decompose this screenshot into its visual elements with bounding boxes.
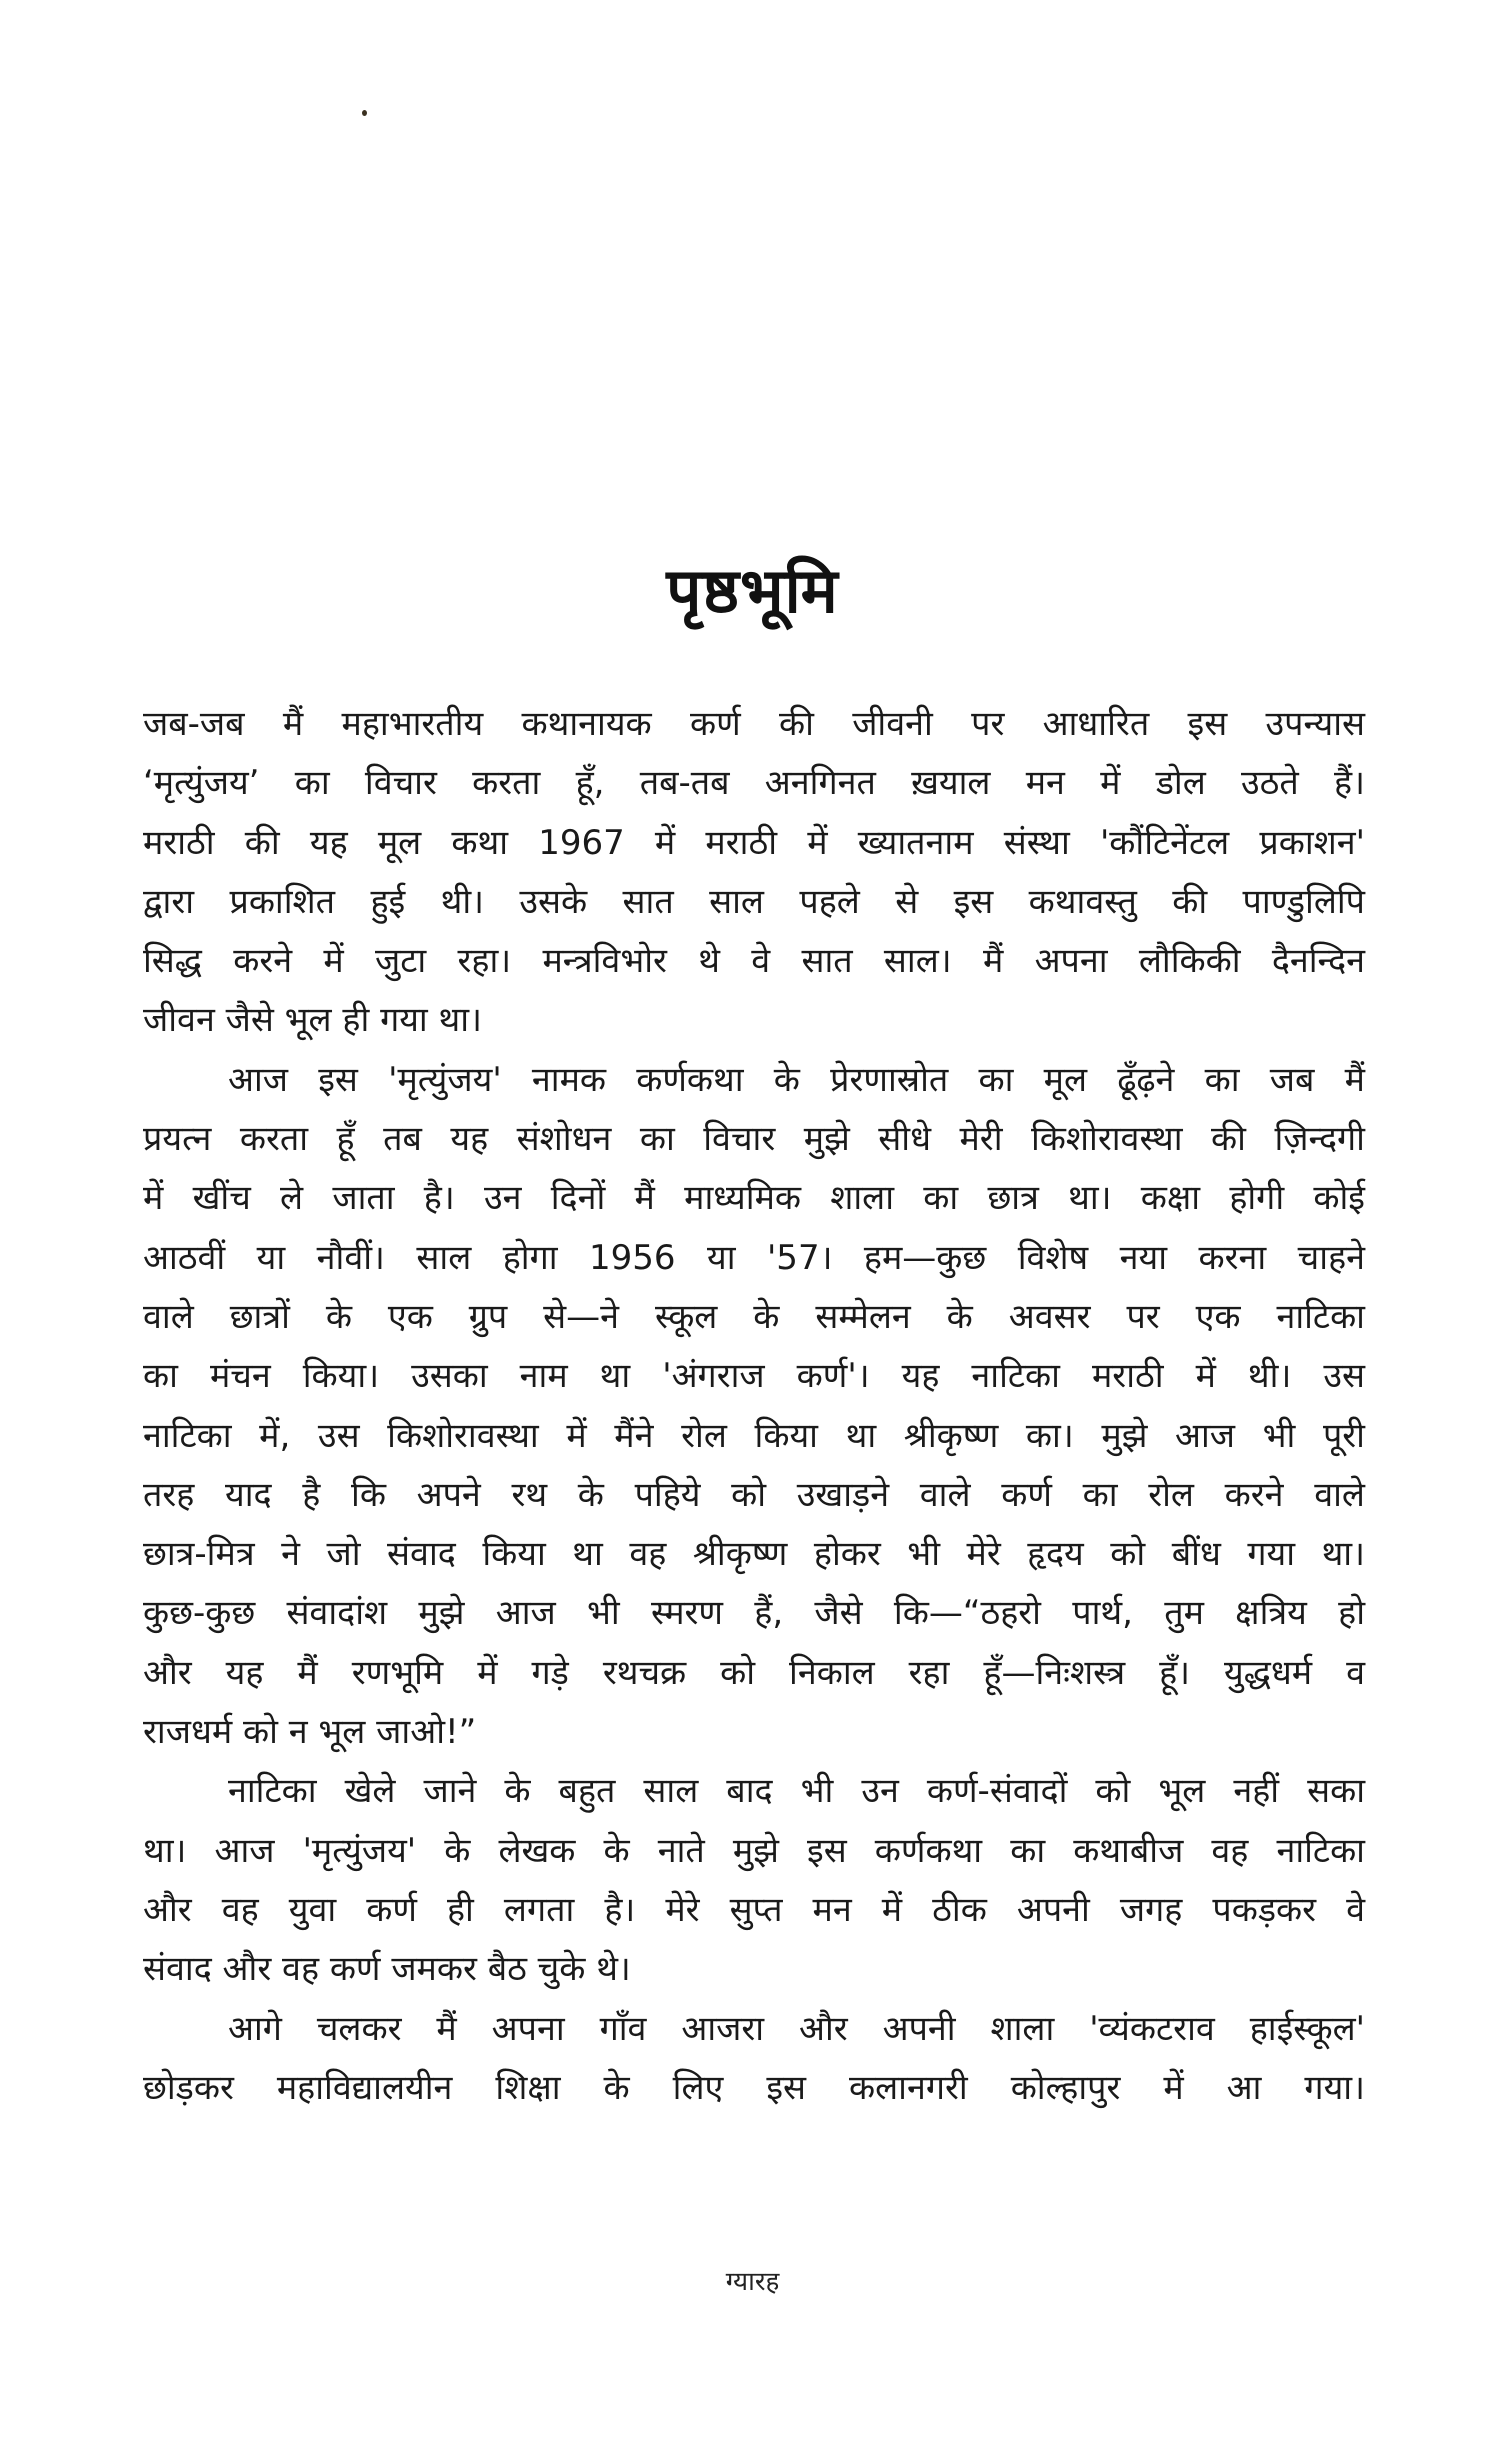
text-line: कुछ-कुछ संवादांश मुझे आज भी स्मरण हैं, जैसे कि—“ठहरो पार्थ, तुम क्षत्रिय हो: [143, 1593, 1365, 1634]
text-line: संवाद और वह कर्ण जमकर बैठ चुके थे।: [143, 1949, 631, 1990]
scan-speck: [362, 110, 367, 116]
text-line: नाटिका खेले जाने के बहुत साल बाद भी उन कर्ण-संवादों को भूल नहीं सका: [228, 1771, 1365, 1812]
text-line: जीवन जैसे भूल ही गया था।: [143, 1000, 482, 1041]
text-line: वाले छात्रों के एक ग्रुप से—ने स्कूल के सम्मेलन के अवसर पर एक नाटिका: [143, 1296, 1365, 1337]
body-text: [143, 695, 1365, 2118]
text-line: नाटिका में, उस किशोरावस्था में मैंने रोल किया था श्रीकृष्ण का। मुझे आज भी पूरी: [143, 1415, 1365, 1456]
text-line: आगे चलकर मैं अपना गाँव आजरा और अपनी शाला 'व्यंकटराव हाईस्कूल': [228, 2008, 1365, 2049]
text-line: आज इस 'मृत्युंजय' नामक कर्णकथा के प्रेरणास्रोत का मूल ढूँढ़ने का जब मैं: [228, 1059, 1365, 1100]
text-line: तरह याद है कि अपने रथ के पहिये को उखाड़ने वाले कर्ण का रोल करने वाले: [143, 1474, 1365, 1515]
text-line: छात्र-मित्र ने जो संवाद किया था वह श्रीकृष्ण होकर भी मेरे हृदय को बींध गया था।: [143, 1534, 1365, 1575]
text-line: जब-जब मैं महाभारतीय कथानायक कर्ण की जीवनी पर आधारित इस उपन्यास: [143, 704, 1365, 744]
text-line: था। आज 'मृत्युंजय' के लेखक के नाते मुझे इस कर्णकथा का कथाबीज वह नाटिका: [143, 1830, 1365, 1871]
text-line: प्रयत्न करता हूँ तब यह संशोधन का विचार मुझे सीधे मेरी किशोरावस्था की ज़िन्दगी: [143, 1119, 1365, 1160]
text-line: आठवीं या नौवीं। साल होगा 1956 या '57। हम—कुछ विशेष नया करना चाहने: [143, 1237, 1365, 1278]
page-title: पृष्ठभूमि: [666, 553, 839, 627]
text-line: द्वारा प्रकाशित हुई थी। उसके सात साल पहले से इस कथावस्तु की पाण्डुलिपि: [143, 881, 1365, 922]
text-line: सिद्ध करने में जुटा रहा। मन्त्रविभोर थे वे सात साल। मैं अपना लौकिकी दैनन्दिन: [143, 941, 1365, 982]
page-number: ग्यारह: [725, 2267, 780, 2297]
text-line: और यह मैं रणभूमि में गड़े रथचक्र को निकाल रहा हूँ—निःशस्त्र हूँ। युद्धधर्म व: [143, 1652, 1365, 1693]
text-line: राजधर्म को न भूल जाओ!”: [143, 1712, 477, 1753]
text-line: मराठी की यह मूल कथा 1967 में मराठी में ख्यातनाम संस्था 'कौंटिनेंटल प्रकाशन': [143, 822, 1365, 863]
text-line: ‘मृत्युंजय’ का विचार करता हूँ, तब-तब अनगिनत ख़याल मन में डोल उठते हैं।: [143, 763, 1365, 804]
text-line: छोड़कर महाविद्यालयीन शिक्षा के लिए इस कलानगरी कोल्हापुर में आ गया।: [143, 2067, 1365, 2108]
text-line: में खींच ले जाता है। उन दिनों मैं माध्यमिक शाला का छात्र था। कक्षा होगी कोई: [143, 1178, 1365, 1219]
text-line: और वह युवा कर्ण ही लगता है। मेरे सुप्त मन में ठीक अपनी जगह पकड़कर वे: [143, 1889, 1365, 1930]
text-line: का मंचन किया। उसका नाम था 'अंगराज कर्ण'। यह नाटिका मराठी में थी। उस: [143, 1356, 1365, 1397]
